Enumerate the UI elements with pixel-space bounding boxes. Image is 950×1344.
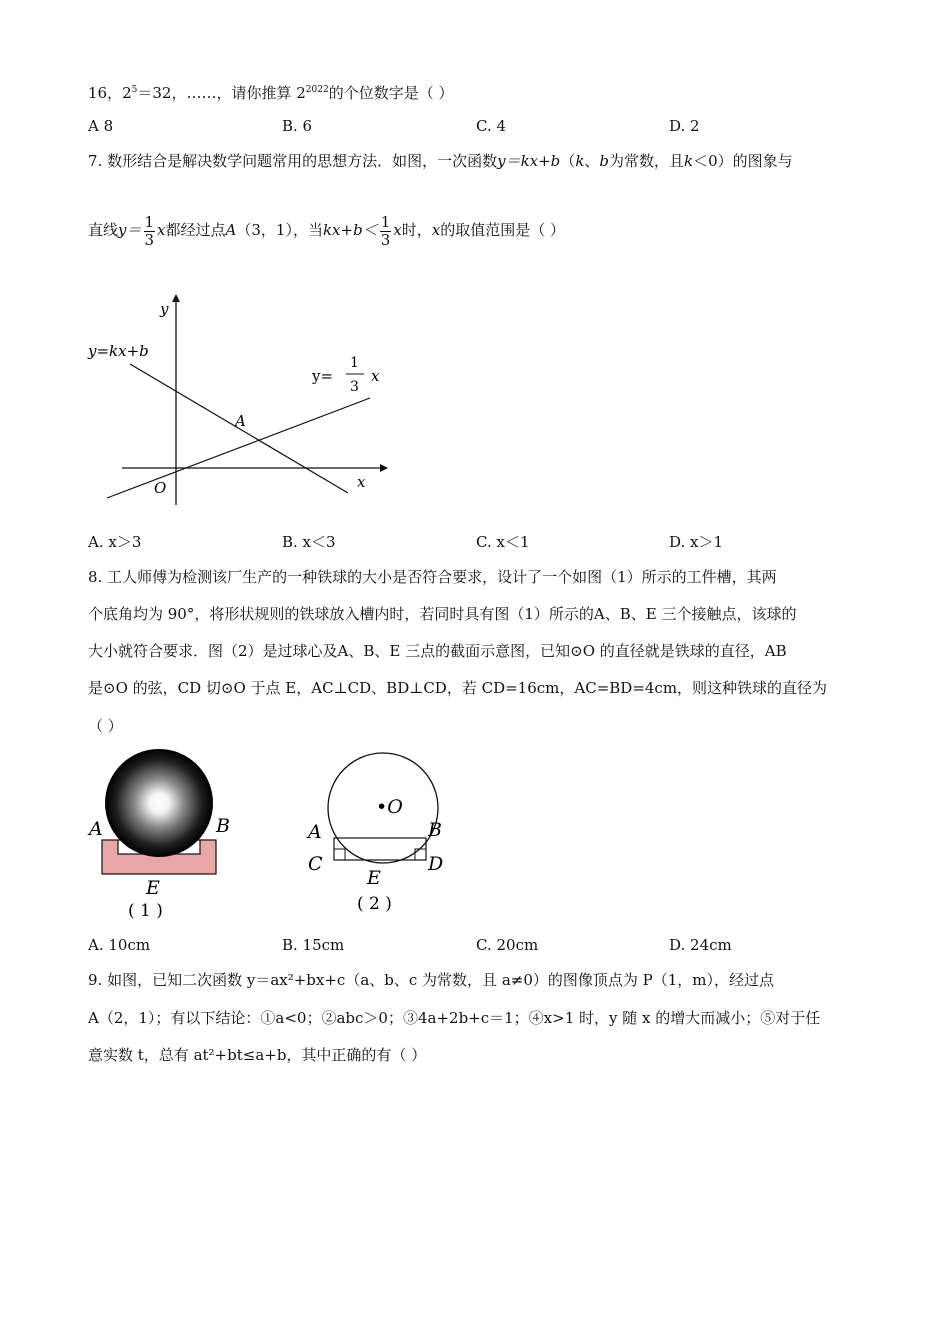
figure-1-caption: ( 1 ) bbox=[128, 901, 163, 921]
fraction-denominator: 3 bbox=[380, 230, 391, 249]
q7-text: 的取值范围是（ ） bbox=[440, 221, 565, 239]
q7-var-x: x bbox=[393, 221, 402, 239]
q7-fraction-one-third bbox=[144, 214, 156, 249]
fraction-numerator: 1 bbox=[380, 212, 391, 231]
y-axis-label: y bbox=[160, 300, 169, 318]
q7-option-d[interactable]: D. x＞1 bbox=[669, 533, 724, 551]
label-e: E bbox=[146, 877, 160, 899]
x-axis-arrow-icon bbox=[380, 464, 388, 472]
line-one-third-x-label-x: x bbox=[371, 367, 380, 385]
q7-text: ＜0）的图象与 bbox=[693, 152, 793, 170]
line-one-third-x-label-den: 3 bbox=[350, 379, 359, 395]
q7-text: 、 bbox=[584, 152, 600, 170]
line-one-third-x-label-y: y= bbox=[312, 367, 334, 385]
q8-stem-line2: 个底角均为 90°，将形状规则的铁球放入槽内时，若同时具有图（1）所示的A、B、E 三个接触点，该球的 bbox=[88, 605, 797, 623]
q6-stem-part: 的个位数字是（ ） bbox=[328, 84, 454, 102]
q7-var-k: k bbox=[575, 152, 585, 170]
label-c: C bbox=[308, 853, 323, 875]
q8-stem-line4: 是⊙O 的弦，CD 切⊙O 于点 E，AC⊥CD、BD⊥CD，若 CD=16cm，AC=BD=4cm，则这种铁球的直径为 bbox=[88, 679, 828, 697]
q7-var-x: x bbox=[431, 221, 441, 239]
label-b: B bbox=[216, 815, 230, 837]
right-angle-mark-d bbox=[415, 849, 426, 860]
q7-text: 时， bbox=[401, 221, 432, 239]
q7-var-x: x bbox=[157, 221, 166, 239]
q7-linear-function: y＝kx+b bbox=[497, 152, 561, 170]
q7-inequality: kx+b＜ bbox=[322, 221, 378, 239]
fraction-numerator: 1 bbox=[144, 212, 155, 231]
q7-text: 7. 数形结合是解决数学问题常用的思想方法．如图，一次函数 bbox=[88, 152, 498, 170]
label-a: A bbox=[89, 818, 103, 840]
origin-label: O bbox=[154, 479, 167, 497]
q8-option-b[interactable]: B. 15cm bbox=[282, 936, 345, 954]
q7-text: 都经过点 bbox=[165, 221, 226, 239]
q6-stem-part: 16，2 bbox=[88, 84, 132, 102]
x-axis-label: x bbox=[357, 473, 366, 491]
q7-stem-line2 bbox=[88, 212, 565, 249]
line-one-third-x-label-num: 1 bbox=[350, 355, 359, 371]
q7-options bbox=[88, 532, 888, 552]
q6-option-b[interactable]: B. 6 bbox=[282, 117, 313, 135]
q6-options bbox=[88, 116, 888, 136]
q8-figure-1-ball-in-groove bbox=[86, 742, 246, 922]
q7-var-b: b bbox=[599, 152, 610, 170]
q8-options bbox=[88, 935, 888, 955]
q8-option-a[interactable]: A. 10cm bbox=[88, 936, 151, 954]
line-kx-plus-b-label: y=kx+b bbox=[88, 342, 149, 360]
q9-stem-line2: A（2，1）；有以下结论：①a<0；②abc＞0；③4a+2b+c＝1；④x>1 时，y 随 x 的增大而减小；⑤对于任 bbox=[88, 1009, 821, 1027]
fraction-denominator: 3 bbox=[144, 230, 155, 249]
q7-fraction-one-third bbox=[380, 214, 392, 249]
q7-function-graph bbox=[80, 290, 400, 515]
point-a-label: A bbox=[235, 412, 246, 430]
q7-stem-line1 bbox=[88, 151, 793, 171]
q7-text: 直线 bbox=[88, 221, 119, 239]
q7-text: （3，1），当 bbox=[236, 221, 323, 239]
q9-stem-line3: 意实数 t，总有 at²+bt≤a+b，其中正确的有（ ） bbox=[88, 1046, 427, 1064]
q8-option-d[interactable]: D. 24cm bbox=[669, 936, 732, 954]
q6-exponent-2022: 2022 bbox=[305, 85, 329, 95]
groove-rectangle bbox=[334, 838, 426, 860]
center-o-label: •O bbox=[376, 796, 403, 818]
iron-ball bbox=[105, 749, 213, 857]
q7-point-a: A bbox=[225, 221, 237, 239]
q6-option-d[interactable]: D. 2 bbox=[669, 117, 700, 135]
q7-var-k: k bbox=[684, 152, 694, 170]
y-axis-arrow-icon bbox=[172, 294, 180, 302]
q6-stem-part: ＝32，……，请你推算 2 bbox=[137, 84, 306, 102]
q8-stem-line3: 大小就符合要求．图（2）是过球心及A、B、E 三点的截面示意图，已知⊙O 的直径就是铁球的直径，AB bbox=[88, 642, 787, 660]
right-angle-mark-c bbox=[334, 849, 345, 860]
q8-stem-line5: （ ） bbox=[88, 717, 123, 735]
q7-text: （ bbox=[560, 152, 576, 170]
q9-stem-line1: 9. 如图，已知二次函数 y＝ax²+bx+c（a、b、c 为常数，且 a≠0）的图像顶点为 P（1，m），经过点 bbox=[88, 971, 775, 989]
q7-option-a[interactable]: A. x＞3 bbox=[88, 533, 142, 551]
label-a: A bbox=[308, 821, 322, 843]
label-d: D bbox=[428, 853, 444, 875]
q8-option-c[interactable]: C. 20cm bbox=[476, 936, 539, 954]
q7-option-b[interactable]: B. x＜3 bbox=[282, 533, 336, 551]
q6-option-a[interactable]: A 8 bbox=[88, 117, 114, 135]
q7-text: 为常数，且 bbox=[609, 152, 685, 170]
q8-figure-2-cross-section bbox=[300, 742, 460, 922]
q6-option-c[interactable]: C. 4 bbox=[476, 117, 507, 135]
q7-var-y: y＝ bbox=[118, 221, 142, 239]
q7-option-c[interactable]: C. x＜1 bbox=[476, 533, 530, 551]
figure-2-caption: ( 2 ) bbox=[357, 894, 392, 914]
label-b: B bbox=[428, 819, 442, 841]
q6-stem bbox=[88, 80, 453, 103]
q8-stem-line1: 8. 工人师傅为检测该厂生产的一种铁球的大小是否符合要求，设计了一个如图（1）所示的工件槽，其两 bbox=[88, 568, 777, 586]
label-e: E bbox=[367, 867, 381, 889]
q6-exponent-5: 5 bbox=[131, 85, 138, 95]
